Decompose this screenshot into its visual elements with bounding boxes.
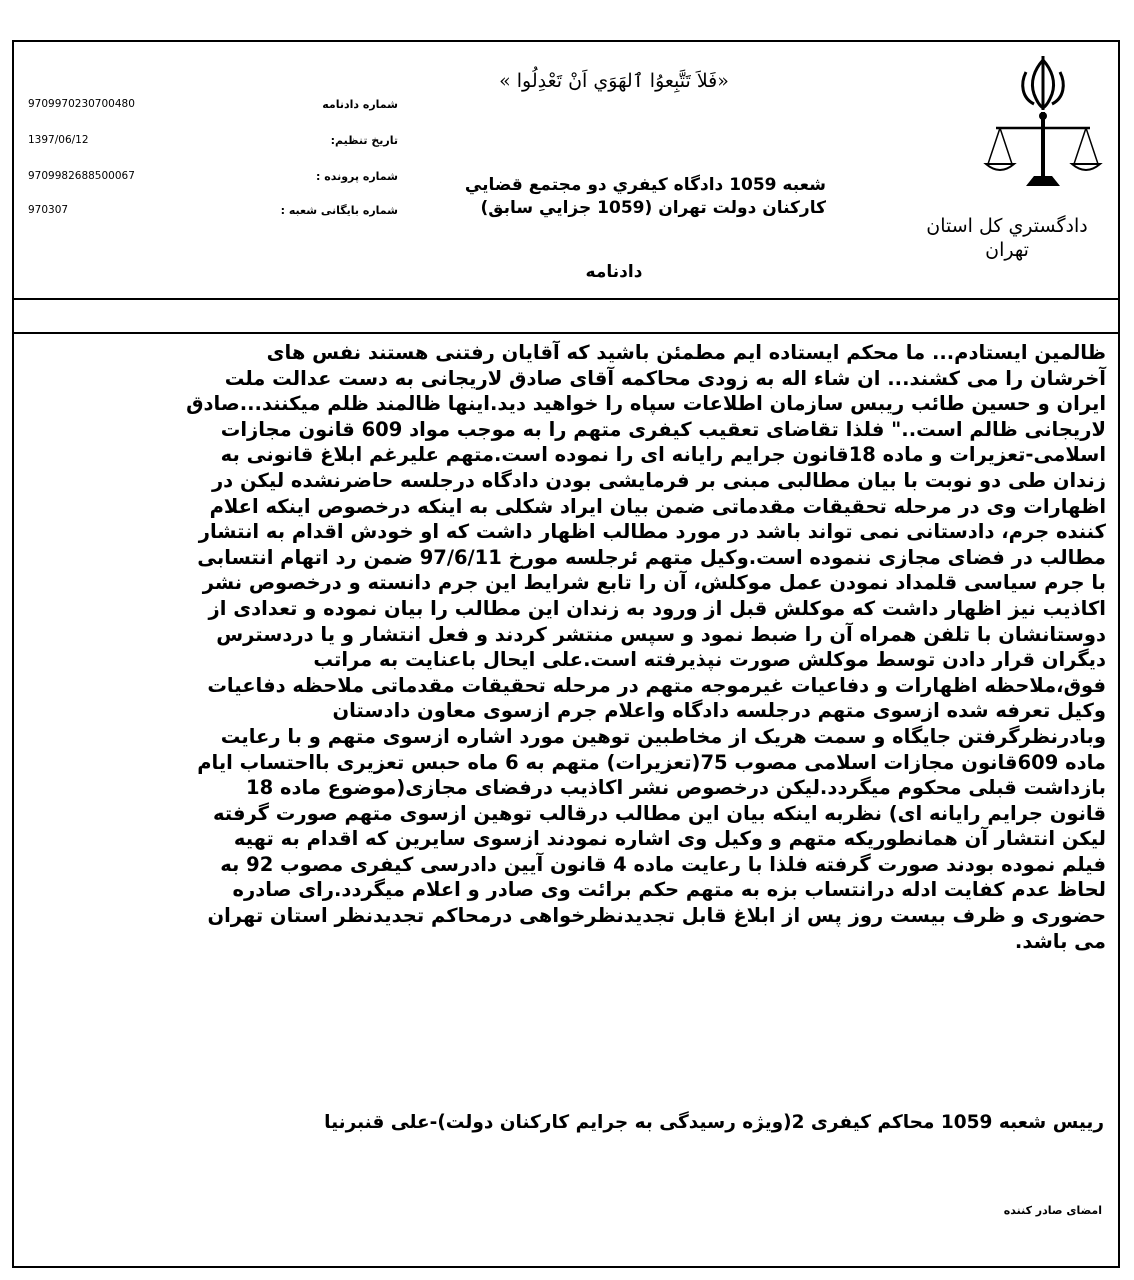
meta-value: 1397/06/12	[28, 134, 89, 146]
body-line: اظهارات وی در مرحله تحقیقات مقدماتی ضمن بیان ایراد شکلی به اینکه درخصوص اینکه اعلام	[209, 494, 1106, 518]
court-branch-line-1: شعبه 1059 دادگاه كيفري دو مجتمع قضايي	[464, 175, 826, 195]
quran-verse: «فَلاَ تَتَّبِعوُا ٱلهَوَي اَنْ تَعْدِلُوا »	[499, 70, 729, 92]
body-line: آخرشان را می کشند... ان شاء اله به زودی محاکمه آقای صادق لاریجانی به دست عدالت ملت	[224, 366, 1106, 390]
body-line: با جرم سیاسی قلمداد نمودن عمل موکلش، آن را تابع شرایط این جرم دانسته و درخصوص نشر	[202, 571, 1106, 595]
judiciary-emblem-icon	[982, 52, 1104, 192]
document-frame	[12, 40, 1120, 1268]
body-line: زندان طی دو نوبت با بیان مطالبی مبنی بر فرمایشی بودن دادگاه درجلسه حاضرنشده لیکن در	[211, 468, 1106, 492]
body-line: می باشد.	[1014, 929, 1106, 953]
meta-label: شماره پرونده :	[316, 170, 398, 183]
signature-line: رییس شعبه 1059 محاکم کیفری 2(ویژه رسیدگی به جرایم کارکنان دولت)-علی قنبرنیا	[324, 1112, 1104, 1133]
body-line: حضوری و ظرف بیست روز پس از ابلاغ قابل تجدیدنظرخواهی درمحاکم تجدیدنظر استان تهران	[207, 904, 1106, 928]
meta-label: شماره بایگانی شعبه :	[280, 204, 398, 217]
meta-value: 970307	[28, 204, 69, 216]
court-branch-line-2: كاركنان دولت تهران (1059 جزايي سابق)	[480, 198, 826, 218]
body-line: لاریجانی ظالم است.." فلذا تقاضای تعقیب کیفری متهم را به موجب مواد 609 قانون مجازات	[220, 417, 1106, 441]
meta-value: 9709970230700480	[28, 98, 135, 110]
meta-archive-number	[28, 204, 398, 224]
body-line: دیگران قرار دادن توسط موکلش صورت نپذیرفته است.علی ایحال باعنایت به مراتب	[313, 648, 1106, 672]
body-line: فیلم نموده بودند صورت گرفته فلذا با رعایت ماده 4 قانون آیین دادرسی کیفری مصوب 92 به	[220, 852, 1106, 876]
body-line: مطالب در فضای مجازی ننموده است.وکیل متهم ئرجلسه مورخ 97/6/11 ضمن رد اتهام انتسابی	[197, 545, 1106, 569]
body-line: ظالمین ایستادم... ما محکم ایستاده ایم مطمئن باشید که آقایان رفتنی هستند نفس های	[266, 341, 1106, 364]
meta-case-number	[28, 170, 398, 190]
body-line: وبادرنظرگرفتن جایگاه و سمت هریک از مخاطبین توهین مورد اشاره ازسوی متهم و با رعایت	[220, 724, 1106, 748]
signature-label: امضای صادر کننده	[1003, 1204, 1102, 1217]
body-line: قانون جرایم رایانه ای) نظربه اینکه بیان این مطالب درقالب توهین ازسوی متهم صورت گرفته	[212, 801, 1106, 825]
meta-issue-date	[28, 134, 398, 154]
meta-label: تاریخ تنظیم:	[330, 134, 398, 147]
meta-label: شماره دادنامه	[322, 98, 398, 111]
meta-value: 9709982688500067	[28, 170, 135, 182]
verdict-body	[28, 340, 1106, 954]
body-line: فوق،ملاحظه اظهارات و دفاعیات غیرموجه متهم در مرحله تحقیقات مقدماتی ملاحظه دفاعیات	[207, 673, 1106, 697]
body-line: دوستانشان با تلفن همراه آن را ضبط نمود و سپس منتشر کردند و فعل انتشار و یا دردسترس	[216, 622, 1106, 646]
organization-name: دادگستري كل استان تهران	[926, 215, 1088, 261]
body-line: اسلامی-تعزیرات و ماده 18قانون جرایم رایانه ای را نموده است.متهم علیرغم ابلاغ قانونی به	[220, 443, 1106, 467]
body-line: وکیل تعرفه شده ازسوی متهم درجلسه دادگاه واعلام جرم ازسوی معاون دادستان	[332, 699, 1106, 723]
court-branch	[406, 174, 826, 220]
body-line: ایران و حسین طائب ریبس سازمان اطلاعات سپاه را خواهید دید.اینها ظالمند ظلم میکنند...صادق	[186, 392, 1106, 416]
body-line: لحاظ عدم کفایت ادله درانتساب بزه به متهم حکم برائت وی صادر و اعلام میگردد.رای صادره	[232, 878, 1106, 902]
body-line: ماده 609قانون مجازات اسلامی مصوب 75(تعزیرات) متهم به 6 ماه حبس تعزیری بااحتساب ایام	[197, 750, 1106, 774]
body-line: بازداشت قبلی محکوم میگردد.لیکن درخصوص نشر اکاذیب درفضای مجازی(موضوع ماده 18	[246, 776, 1106, 800]
document-type: دادنامه	[585, 262, 643, 282]
body-line: لیکن انتشار آن همانطوریکه متهم و وکیل وی اشاره نمودند ازسوی سایرین که اقدام به تهیه	[233, 827, 1106, 851]
document-header	[14, 42, 1118, 300]
header-separator-strip	[14, 300, 1118, 334]
body-line: اکاذیب نیز اظهار داشت که موکلش قبل از ورود به زندان این مطالب را بیان نموده و تعدادی از	[208, 596, 1106, 620]
meta-verdict-number	[28, 98, 398, 118]
body-line: کننده جرم، دادستانی نمی تواند باشد در مورد مطالب اظهار داشت که او خودش اقدام به انتشار	[198, 520, 1106, 544]
